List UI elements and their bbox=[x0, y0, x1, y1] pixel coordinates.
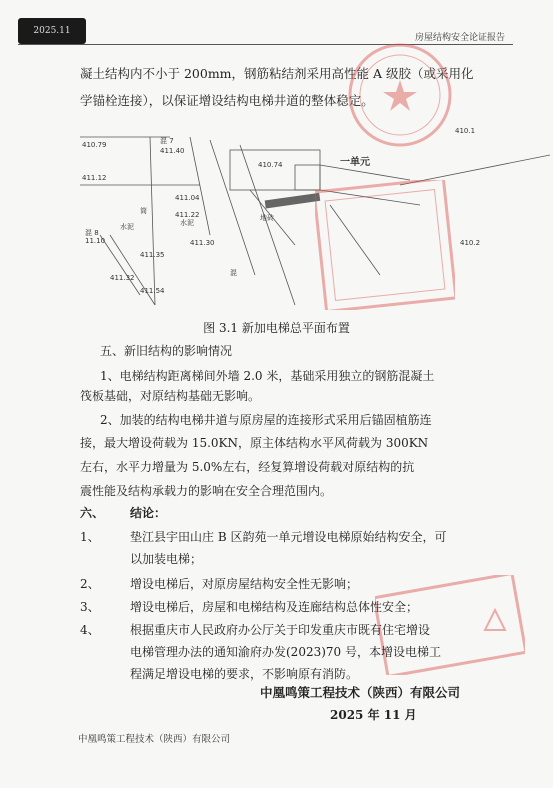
section-5-p2-line2: 接，最大增设荷载为 15.0KN，原主体结构水平风荷载为 300KN bbox=[80, 436, 429, 450]
signature-date: 2025 年 11 月 bbox=[330, 708, 417, 722]
plan-label: 411.22 bbox=[175, 211, 200, 219]
conclusion-line: 电梯管理办法的通知渝府办发(2023)70 号，本增设电梯工 bbox=[130, 645, 441, 659]
section-5-p2-line4: 震性能及结构承载力的影响在安全合理范围内。 bbox=[80, 484, 333, 498]
company-seal-icon bbox=[345, 40, 455, 150]
plan-label: 水泥 bbox=[180, 219, 194, 227]
plan-label: 411.32 bbox=[110, 274, 135, 282]
section-6-heading-num: 六、 bbox=[80, 506, 105, 520]
plan-label: 410.1 bbox=[455, 127, 476, 135]
plan-label: 411.54 bbox=[140, 287, 165, 295]
plan-label: 混 bbox=[230, 269, 237, 277]
header-title: 房屋结构安全论证报告 bbox=[414, 33, 505, 43]
plan-label: 混 7 bbox=[160, 137, 174, 145]
intro-line-2: 学锚栓连接），以保证增设结构电梯井道的整体稳定。 bbox=[80, 93, 374, 108]
section-5-p2-line3: 左右，水平力增量为 5.0%左右，经复算增设荷载对原结构的抗 bbox=[80, 460, 415, 474]
conclusion-line: 增设电梯后，对原房屋结构安全性无影响； bbox=[130, 577, 359, 591]
section-5-p1-line2: 筏板基础，对原结构基础无影响。 bbox=[80, 389, 261, 403]
conclusion-line: 以加装电梯； bbox=[130, 552, 203, 566]
plan-label: 11.10 bbox=[85, 237, 106, 245]
conclusion-line: 垫江县宇田山庄 B 区韵苑一单元增设电梯原始结构安全，可 bbox=[130, 530, 447, 544]
plan-label: 一单元 bbox=[340, 157, 370, 168]
plan-label: 411.12 bbox=[82, 174, 107, 182]
conclusion-num: 4、 bbox=[80, 623, 100, 637]
conclusion-num: 3、 bbox=[80, 600, 100, 614]
section-5-p2-line1: 2、加装的结构电梯井道与原房屋的连接形式采用后锚固植筋连 bbox=[100, 413, 432, 427]
conclusion-line: 程满足增设电梯的要求，不影响原有消防。 bbox=[130, 667, 359, 681]
plan-label: 地砖 bbox=[260, 214, 274, 222]
plan-label: 筒 bbox=[140, 207, 147, 215]
conclusion-line: 根据重庆市人民政府办公厅关于印发重庆市既有住宅增设 bbox=[130, 623, 431, 637]
plan-label: 410.74 bbox=[258, 161, 283, 169]
plan-label: 混 8 bbox=[85, 229, 99, 237]
conclusion-num: 1、 bbox=[80, 530, 100, 544]
figure-caption: 图 3.1 新加电梯总平面布置 bbox=[203, 321, 350, 335]
plan-label: 410.2 bbox=[460, 239, 481, 247]
section-6-heading: 结论： bbox=[130, 506, 167, 520]
plan-label: 411.30 bbox=[190, 239, 215, 247]
plan-label: 水泥 bbox=[120, 223, 134, 231]
plan-label: 411.35 bbox=[140, 251, 165, 259]
plan-label: 410.79 bbox=[82, 141, 107, 149]
header-date: 2025.11 bbox=[18, 18, 86, 44]
section-5-heading: 五、新旧结构的影响情况 bbox=[100, 344, 233, 358]
plan-label: 411.04 bbox=[175, 194, 200, 202]
footer-company: 中凰鸣策工程技术（陕西）有限公司 bbox=[78, 734, 231, 745]
approval-seal-icon bbox=[315, 180, 455, 310]
intro-line-1: 凝土结构内不小于 200mm，钢筋粘结剂采用高性能 A 级胶（或采用化 bbox=[80, 66, 474, 81]
conclusion-num: 2、 bbox=[80, 577, 100, 591]
signature-company: 中凰鸣策工程技术（陕西）有限公司 bbox=[260, 685, 461, 700]
section-5-p1-line1: 1、电梯结构距离梯间外墙 2.0 米，基础采用独立的钢筋混凝土 bbox=[100, 369, 435, 383]
plan-label: 411.40 bbox=[160, 147, 185, 155]
conclusion-line: 增设电梯后，房屋和电梯结构及连廊结构总体性安全； bbox=[130, 600, 419, 614]
